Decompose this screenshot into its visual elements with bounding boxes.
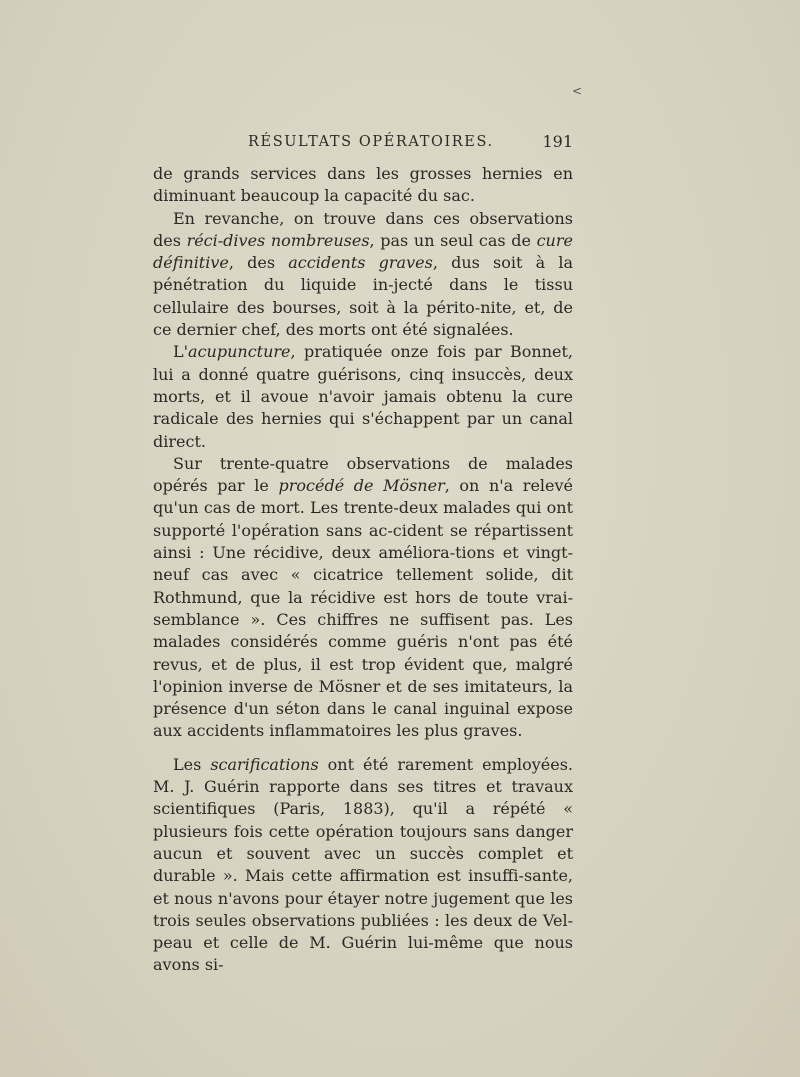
page-number: 191: [542, 132, 573, 151]
text-run: Sur trente-quatre observations de malades opérés par le: [153, 453, 573, 496]
text-run: , pas un seul cas de: [369, 230, 537, 250]
margin-mark: <: [571, 84, 582, 98]
paragraph: [153, 754, 573, 977]
italic-run: acupuncture: [188, 342, 291, 362]
text-run: Les: [173, 754, 211, 774]
paragraph: [153, 453, 573, 743]
text-run: ont été rarement employées. M. J. Guérin rapporte dans ses titres et travaux scientifiques (Paris, 1883), qu'il a répété « plusieurs fois cette opération toujours sans danger aucun et souvent avec un succès complet et durable ». Mais cette affirmation est insuffi-sante, et nous n'avons pour étayer notre jugement que les trois seules observations publiées : les deux de Vel-peau et celle de M. Guérin lui-même que nous avons si-: [153, 754, 573, 975]
paragraph: [153, 163, 573, 208]
text-run: , pratiquée onze fois par Bonnet, lui a donné quatre guérisons, cinq insuccès, deux morts, et il avoue n'avoir jamais obtenu la cure radicale des hernies qui s'échappent par un canal direct.: [153, 342, 573, 451]
text-run: , dus soit à la pénétration du liquide in-jecté dans le tissu cellulaire des bourses, soit à la périto-nite, et, de ce dernier chef, des morts ont été signalées.: [153, 253, 574, 340]
text-run: En revanche, on trouve dans ces observations des: [153, 208, 573, 250]
italic-run: accidents graves: [288, 253, 433, 273]
italic-run: scarifications: [210, 754, 319, 774]
paragraph: [153, 341, 573, 452]
italic-run: réci-dives nombreuses: [186, 230, 370, 250]
text-run: , on n'a relevé qu'un cas de mort. Les trente-deux malades qui ont supporté l'opération sans ac-cident se répartissent ainsi : Une récidive, deux améliora-tions et vingt-neuf cas avec « cicatrice tellement solide, dit Rothmund, que la récidive est hors de toute vrai-semblance ». Ces chiffres ne suffisent pas. Les malades considérés comme guéris n'ont pas été revus, et de plus, il est trop évident que, malgré l'opinion inverse de Mösner et de ses imitateurs, la présence d'un séton dans le canal inguinal expose aux accidents inflammatoires les plus graves.: [153, 476, 574, 741]
text-run: , des: [228, 253, 289, 273]
italic-run: procédé de Mösner: [278, 476, 445, 496]
italic-run: cure définitive: [153, 230, 573, 273]
page-header: [153, 132, 573, 156]
body-text: [153, 163, 573, 977]
paragraph: [153, 208, 573, 342]
text-run: L': [173, 342, 189, 362]
text-run: de grands services dans les grosses hernies en diminuant beaucoup la capacité du sac.: [153, 164, 573, 206]
running-title: RÉSULTATS OPÉRATOIRES.: [248, 134, 494, 150]
